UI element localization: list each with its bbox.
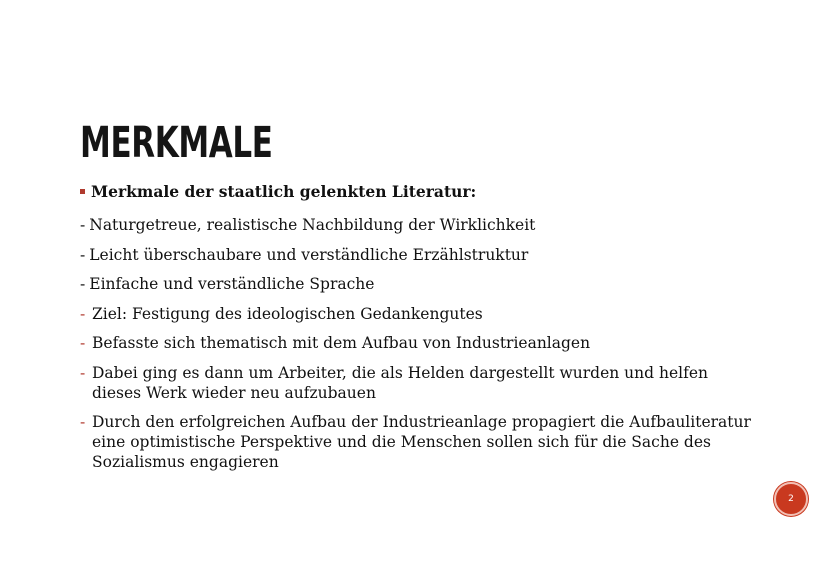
list-item: [80, 304, 760, 324]
dash-marker: -: [80, 363, 86, 382]
slide-title: MERKMALE: [80, 118, 273, 168]
page-number-badge: 2: [774, 482, 808, 516]
dash-marker: -: [80, 304, 86, 323]
list-item-text: Ziel: Festigung des ideologischen Gedankengutes: [92, 304, 483, 323]
list-item-text: Dabei ging es dann um Arbeiter, die als Helden dargestellt wurden und helfen dieses Werk wieder neu aufzubauen: [92, 363, 708, 402]
dash-marker: -: [80, 216, 86, 234]
list-item: [80, 333, 760, 353]
dash-marker: -: [80, 275, 86, 293]
dash-marker: -: [80, 413, 86, 431]
list-item-text: Leicht überschaubare und verständliche Erzählstruktur: [89, 245, 529, 264]
list-item: [80, 363, 760, 403]
list-item: [80, 274, 760, 294]
list-item-text: Naturgetreue, realistische Nachbildung der Wirklichkeit: [89, 216, 536, 234]
list-item: [80, 245, 760, 265]
list-item: [80, 215, 760, 235]
list-item-text: Durch den erfolgreichen Aufbau der Industrieanlage propagiert die Aufbauliteratur eine optimistische Perspektive und die Menschen sollen sich für die Sache des Sozialismus engagieren: [92, 413, 751, 471]
heading-text: Merkmale der staatlich gelenkten Literatur:: [91, 182, 477, 201]
dash-marker: -: [80, 245, 86, 264]
list-item: [80, 412, 760, 472]
list-item-text: Befasste sich thematisch mit dem Aufbau von Industrieanlagen: [92, 334, 591, 352]
square-bullet-icon: [80, 189, 85, 194]
slide-content: [80, 182, 760, 482]
list-item-text: Einfache und verständliche Sprache: [89, 275, 375, 293]
dash-marker: -: [80, 334, 86, 352]
bullet-heading: [80, 182, 760, 202]
